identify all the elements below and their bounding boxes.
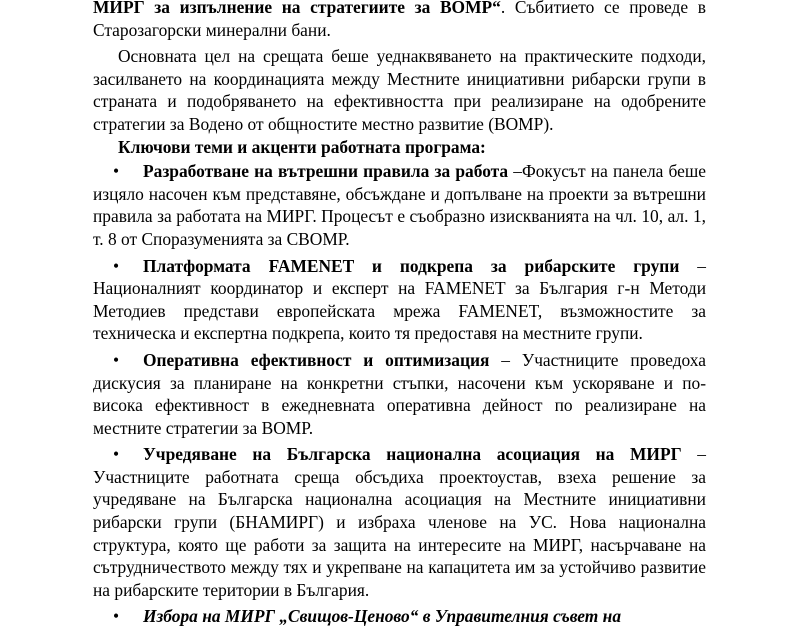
document-page [93, 0, 706, 628]
bullet-text: – Участниците работната среща обсъдиха проектоустав, взеха решение за учредяване на Българска национална асоциация на Местните инициативни рибарски групи (БНАМИРГ) и избраха членове на УС. Нова национална структура, която ще работи за защита на интересите на МИРГ, насърчаване на сътрудничеството между тях и укрепване на капацитета им за устойчиво развитие на рибарските територии в България. [93, 444, 707, 600]
bullet-icon: • [113, 161, 120, 182]
bullet-title-italic: Избора на МИРГ „Свищов-Ценово“ в Управителния съвет на [143, 606, 622, 627]
bullet-item-famenet [93, 255, 706, 345]
bullet-text: – Националният координатор и експерт на FAMENET за България г-н Методи Методиев представи европейската мрежа FAMENET, възможностите за техническа и експертна подкрепа, които тя предоставя на местните групи. [93, 255, 706, 344]
bullet-item-internal-rules [93, 160, 706, 250]
main-paragraph: Основната цел на срещата беше уеднаквяването на практическите подходи, засилването на координацията между Местните инициативни рибарски групи в страната и подобряването на ефективността при реализиране на одобрените стратегии за Водено от общностите местно развитие (ВОМР). [93, 46, 706, 134]
bullet-title: Оперативна ефективност и оптимизация [143, 349, 490, 370]
intro-bold-text: МИРГ за изпълнение на стратегиите за ВОМР“ [93, 0, 501, 17]
bullet-icon: • [113, 349, 120, 370]
bullet-icon: • [113, 606, 120, 627]
bullet-item-association [93, 443, 706, 601]
intro-rest-text: . Събитието се проведе в Старозагорски минерални бани. [93, 0, 706, 40]
bullet-title: Разработване на вътрешни правила за работа [143, 161, 509, 182]
bullet-title: Учредяване на Българска национална асоциация на МИРГ [143, 444, 682, 465]
bullet-title: Платформата FAMENET и подкрепа за рибарските групи [143, 255, 680, 276]
bullet-text: –Фокусът на панела беше изцяло насочен към представяне, обсъждане и допълване на проекти за вътрешни правила за работата на МИРГ. Процесът е съобразно изискванията на чл. 10, ал. 1, т. 8 от Споразуменията за СВОМР. [93, 161, 707, 249]
bullet-icon: • [113, 255, 120, 276]
bullet-item-board-election [93, 605, 706, 628]
bullet-text: – Участниците проведоха дискусия за планиране на конкретни стъпки, насочени към ускоряване и по-висока ефективност в ежедневната оперативна дейност по реализиране на местните стратегии за ВОМР. [93, 349, 706, 438]
bullet-icon: • [113, 444, 120, 465]
key-topics-heading: Ключови теми и акценти работната програма: [118, 136, 486, 157]
bullet-item-efficiency [93, 349, 706, 439]
intro-paragraph [93, 0, 706, 41]
